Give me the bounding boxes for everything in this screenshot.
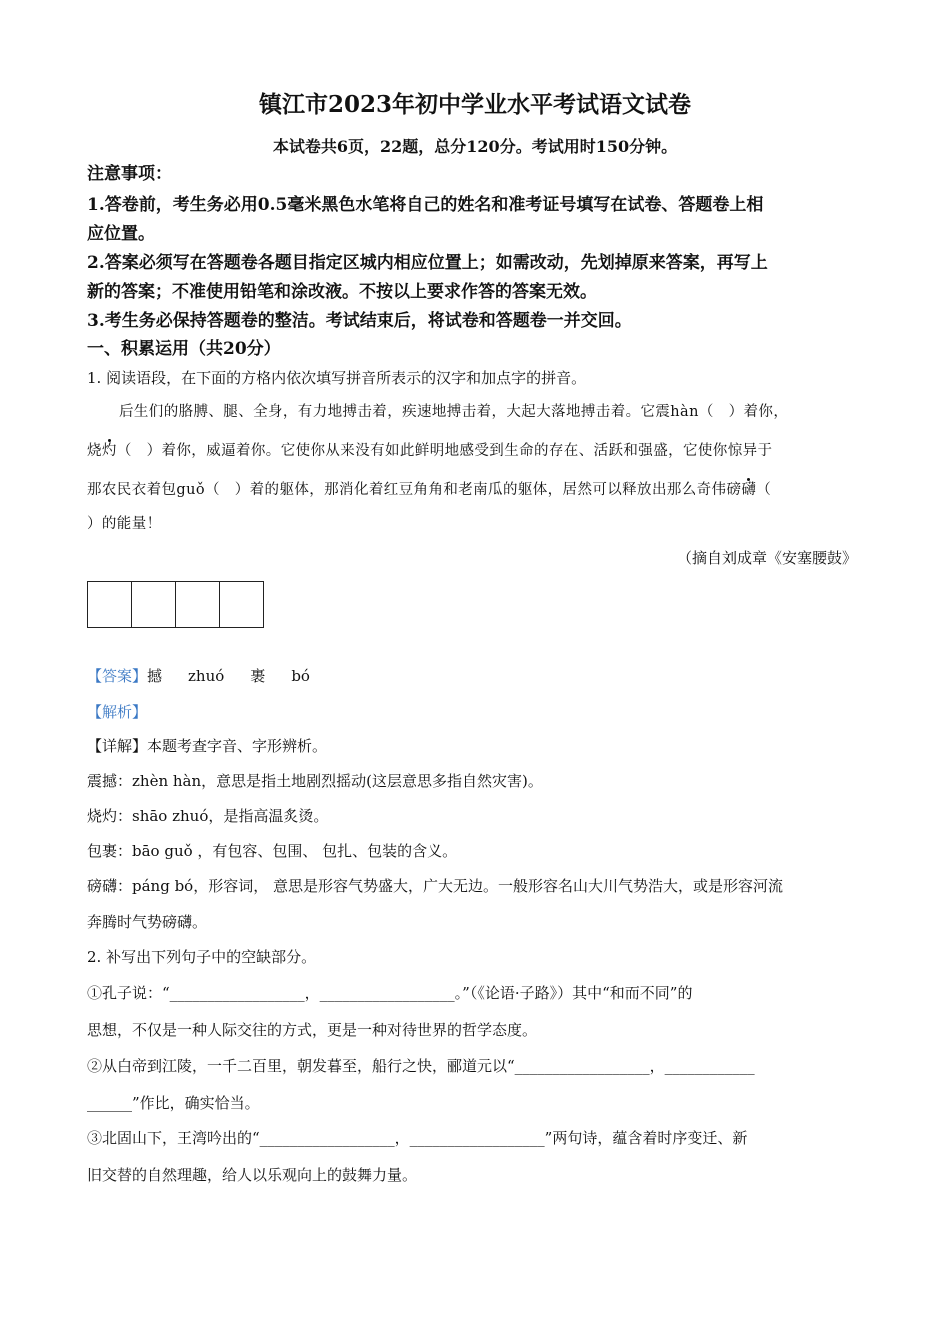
detail-line: 【详解】本题考查字音、字形辨析。 <box>87 737 328 755</box>
notes-heading: 注意事项： <box>87 164 172 184</box>
note-1-line-2: 应位置。 <box>87 224 155 244</box>
passage-text: （ ）着你，威逼着你。它使你从来没有如此鲜明地感受到生命的存在、活跃和强盛，它使你惊异于 <box>116 443 773 459</box>
passage-source: （摘自刘成章《安塞腰鼓》 <box>676 549 857 567</box>
note-1-line-1: 1.答卷前，考生务必用0.5毫米黑色水笔将自己的姓名和准考证号填写在试卷、答题卷上相 <box>87 195 764 215</box>
question-1-prompt: 1. 阅读语段，在下面的方格内依次填写拼音所表示的汉字和加点字的拼音。 <box>87 369 587 387</box>
answer-3: 裹 <box>250 667 266 685</box>
answer-box[interactable] <box>176 582 220 627</box>
passage-line-1: 后生们的胳膊、腿、全身，有力地搏击着，疾速地搏击着，大起大落地搏击着。它震hàn（ ）着你， <box>119 404 789 420</box>
explanation-3: 包裹：bāo guǒ ，有包容、包围、 包扎、包装的含义。 <box>87 842 458 860</box>
answer-grid <box>87 581 264 628</box>
answer-box[interactable] <box>220 582 263 627</box>
explanation-1: 震撼：zhèn hàn，意思是指土地剧烈摇动(这层意思多指自然灾害)。 <box>87 772 543 790</box>
sentence-3-line-2: 旧交替的自然理趣，给人以乐观向上的鼓舞力量。 <box>87 1166 418 1184</box>
explanation-4-line-1: 磅礴：páng bó，形容词， 意思是形容气势盛大，广大无边。一般形容名山大川气势浩大，或是形容河流 <box>87 877 783 895</box>
passage-line-4: ）的能量！ <box>87 516 162 532</box>
passage-line-2 <box>87 444 862 459</box>
note-3: 3.考生务必保持答题卷的整洁。考试结束后，将试卷和答题卷一并交回。 <box>87 311 632 331</box>
question-2-prompt: 2. 补写出下列句子中的空缺部分。 <box>87 948 317 966</box>
note-2-line-2: 新的答案；不准使用铅笔和涂改液。不按以上要求作答的答案无效。 <box>87 282 597 302</box>
exam-info: 本试卷共6页，22题，总分120分。考试用时150分钟。 <box>272 137 678 156</box>
answer-1: 撼 <box>147 667 163 685</box>
passage-text: 那农民衣着包guǒ（ ）着的躯体，那消化着红豆角角和老南瓜的躯体，居然可以释放出那么奇伟磅 <box>87 482 742 498</box>
sentence-1-line-2: 思想，不仅是一种人际交往的方式，更是一种对待世界的哲学态度。 <box>87 1021 538 1039</box>
note-2-line-1: 2.答案必须写在答题卷各题目指定区城内相应位置上；如需改动，先划掉原来答案，再写上 <box>87 253 768 273</box>
answer-label: 【答案】 <box>87 667 148 685</box>
sentence-3-line-1: ③北固山下，王湾吟出的“__________________，__________________”两句诗，蕴含着时序变迁、新 <box>87 1129 748 1147</box>
answer-box[interactable] <box>88 582 132 627</box>
explanation-2: 烧灼：shāo zhuó，是指高温炙烫。 <box>87 807 329 825</box>
page-title: 镇江市2023年初中学业水平考试语文试卷 <box>258 91 691 118</box>
answer-2: zhuó <box>188 667 225 685</box>
sentence-2-line-1: ②从白帝到江陵，一千二百里，朝发暮至，船行之快，郦道元以“__________________，____________ <box>87 1057 755 1075</box>
emphasis-dot-char: 灼 <box>101 443 117 459</box>
answer-box[interactable] <box>132 582 176 627</box>
emphasis-dot-char: 礴 <box>741 482 757 498</box>
answer-4: bó <box>291 667 310 685</box>
explanation-4-line-2: 奔腾时气势磅礴。 <box>87 913 208 931</box>
passage-text: （ <box>756 482 772 498</box>
analysis-label: 【解析】 <box>87 703 148 721</box>
section-1-heading: 一、积累运用（共20分） <box>87 339 281 359</box>
sentence-2-line-2: ______”作比，确实恰当。 <box>87 1094 260 1112</box>
passage-text: 烧 <box>87 443 102 459</box>
answer-line <box>87 669 862 684</box>
passage-line-3 <box>87 483 862 498</box>
sentence-1-line-1: ①孔子说：“__________________，__________________。”（《论语·子路》）其中“和而不同”的 <box>87 984 693 1002</box>
